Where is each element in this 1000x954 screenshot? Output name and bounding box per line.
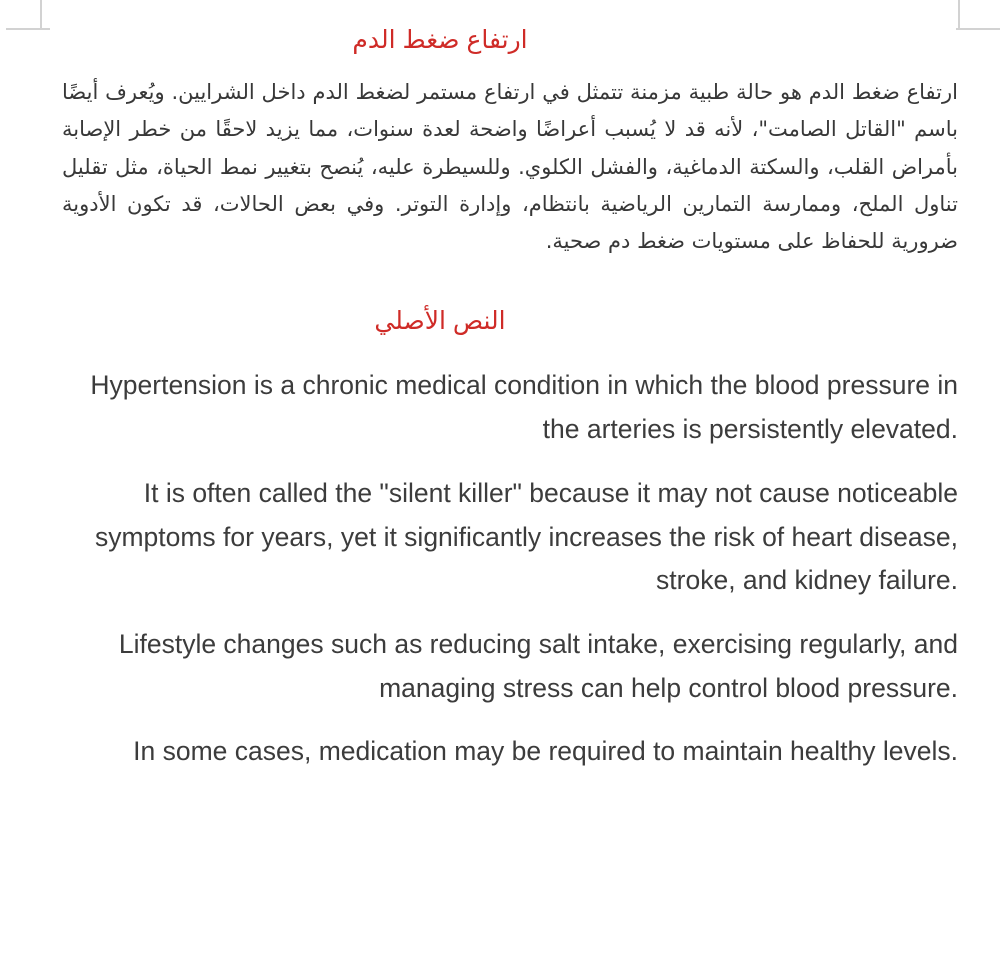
crop-mark-horizontal-line [956,28,1000,30]
english-paragraph-text: It is often called the "silent killer" because it may not cause noticeable symptoms for years, yet it significantly increases the risk of heart disease, stroke, and kidney failure. [94,477,958,596]
document-content [62,0,958,774]
english-paragraph-text: Hypertension is a chronic medical condition in which the blood pressure in the arteries is persistently elevated. [90,370,958,445]
english-paragraph [62,623,958,710]
page-title: ارتفاع ضغط الدم [352,26,528,54]
crop-mark-horizontal-line [6,28,50,30]
crop-mark-vertical-line [40,0,42,28]
crop-mark-vertical-line [958,0,960,28]
arabic-summary-paragraph: ارتفاع ضغط الدم هو حالة طبية مزمنة تتمثل في ارتفاع مستمر لضغط الدم داخل الشرايين. ويُعرف أيضًا باسم "القاتل الصامت"، لأنه قد لا يُسبب أعراضًا واضحة لعدة سنوات، مما يزيد لاحقًا من خطر الإصابة بأمراض القلب، والسكتة الدماغية، والفشل الكلوي. وللسيطرة عليه، يُنصح بتغيير نمط الحياة، مثل تقليل تناول الملح، وممارسة التمارين الرياضية بانتظام، وإدارة التوتر. وفي بعض الحالات، قد تكون الأدوية ضرورية للحفاظ على مستويات ضغط دم صحية. [62,79,958,254]
english-paragraph [62,472,958,603]
english-paragraph [62,730,958,774]
crop-mark-top-right [956,0,1000,32]
english-paragraph [62,364,958,451]
crop-mark-top-left [0,0,44,32]
english-text-block [62,364,958,774]
english-paragraph-text: Lifestyle changes such as reducing salt intake, exercising regularly, and managing stress can help control blood pressure. [118,628,958,703]
english-paragraph-text: In some cases, medication may be required to maintain healthy levels. [133,736,958,767]
section-heading-original-text: النص الأصلي [374,306,506,335]
